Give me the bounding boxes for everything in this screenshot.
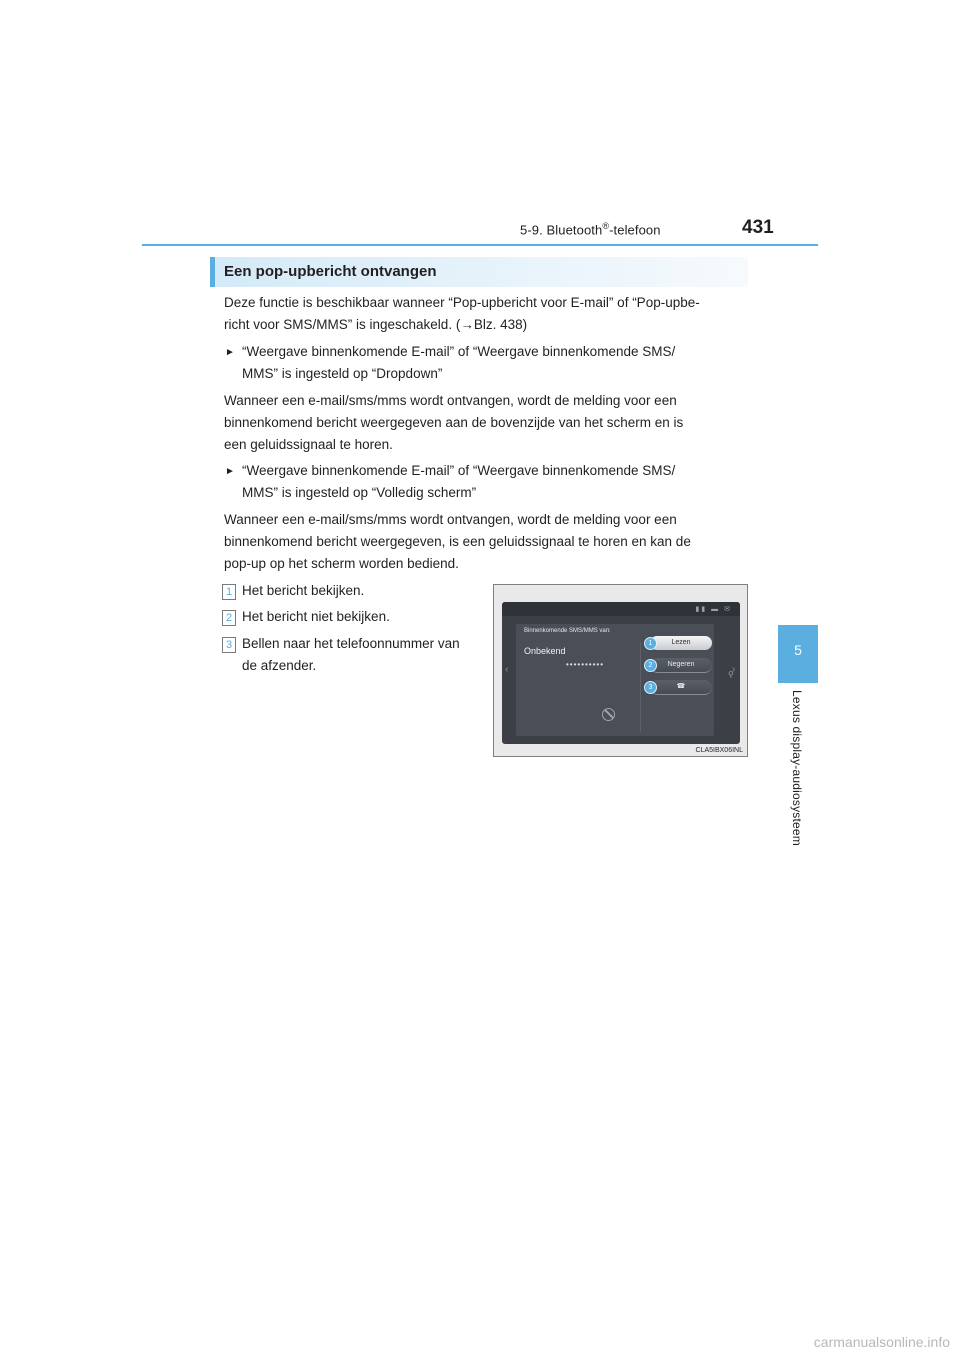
bullet-1-line-1: “Weergave binnenkomende E-mail” of “Weergave binnenkomende SMS/ bbox=[242, 344, 676, 359]
bullet-1-desc-1: Wanneer een e-mail/sms/mms wordt ontvangen, wordt de melding voor een bbox=[224, 393, 677, 408]
screenshot-figure bbox=[493, 584, 748, 757]
chapter-title: Lexus display-audiosysteem bbox=[790, 690, 804, 846]
masked-number: •••••••••• bbox=[566, 660, 605, 669]
bullet-2-desc-1: Wanneer een e-mail/sms/mms wordt ontvangen, wordt de melding voor een bbox=[224, 512, 677, 527]
bullet-1-desc-3: een geluidssignaal te horen. bbox=[224, 437, 393, 452]
call-button[interactable]: ☎ bbox=[650, 680, 712, 695]
ignore-button[interactable]: Negeren bbox=[650, 658, 712, 673]
bullet-arrow-icon: ► bbox=[225, 347, 235, 358]
display-screen bbox=[502, 602, 740, 744]
block-icon bbox=[602, 708, 615, 721]
item-1-text: Het bericht bekijken. bbox=[242, 583, 365, 598]
header-section-title: 5-9. Bluetooth®-telefoon bbox=[520, 221, 661, 238]
callout-badge: 2 bbox=[644, 659, 657, 672]
item-number-badge: 1 bbox=[222, 584, 236, 600]
section-heading: Een pop-upbericht ontvangen bbox=[210, 257, 748, 287]
item-3-text: Bellen naar het telefoonnummer van bbox=[242, 636, 460, 651]
search-icon: ⚲ bbox=[728, 670, 734, 679]
right-arrow-icon: › bbox=[732, 664, 736, 675]
caller-name: Onbekend bbox=[524, 646, 566, 656]
bullet-2-line-2: MMS” is ingesteld op “Volledig scherm” bbox=[242, 485, 477, 500]
bullet-2-desc-3: pop-up op het scherm worden bediend. bbox=[224, 556, 459, 571]
chapter-number: 5 bbox=[794, 642, 802, 658]
chapter-tab bbox=[778, 625, 818, 683]
header-rule bbox=[142, 244, 818, 246]
item-number-badge: 3 bbox=[222, 637, 236, 653]
watermark: carmanualsonline.info bbox=[813, 1334, 950, 1350]
popup-title: Binnenkomende SMS/MMS van: bbox=[524, 628, 611, 634]
bullet-1-desc-2: binnenkomend bericht weergegeven aan de bovenzijde van het scherm en is bbox=[224, 415, 684, 430]
item-2-text: Het bericht niet bekijken. bbox=[242, 609, 390, 624]
item-number-badge: 2 bbox=[222, 610, 236, 626]
bullet-arrow-icon: ► bbox=[225, 466, 235, 477]
bullet-2-desc-2: binnenkomend bericht weergegeven, is een geluidssignaal te horen en kan de bbox=[224, 534, 691, 549]
intro-line-1: Deze functie is beschikbaar wanneer “Pop-upbericht voor E-mail” of “Pop-upbe- bbox=[224, 295, 700, 310]
callout-badge: 3 bbox=[644, 681, 657, 694]
signal-icon: ▮▮ ▬ ✉ bbox=[695, 606, 732, 613]
popup-divider bbox=[640, 642, 641, 732]
bullet-2-line-1: “Weergave binnenkomende E-mail” of “Weergave binnenkomende SMS/ bbox=[242, 463, 676, 478]
incoming-message-popup bbox=[516, 624, 714, 736]
bullet-1-line-2: MMS” is ingesteld op “Dropdown” bbox=[242, 366, 443, 381]
footer bbox=[0, 1324, 960, 1358]
item-3-text-cont: de afzender. bbox=[242, 658, 317, 673]
status-bar bbox=[502, 602, 740, 616]
read-button[interactable]: Lezen bbox=[650, 636, 712, 650]
page-number: 431 bbox=[742, 217, 774, 238]
callout-badge: 1 bbox=[644, 637, 657, 650]
intro-line-2: richt voor SMS/MMS” is ingeschakeld. (→Blz. 438) bbox=[224, 317, 528, 332]
figure-code: CLA5IBX06INL bbox=[695, 747, 743, 754]
left-arrow-icon: ‹ bbox=[505, 664, 509, 675]
